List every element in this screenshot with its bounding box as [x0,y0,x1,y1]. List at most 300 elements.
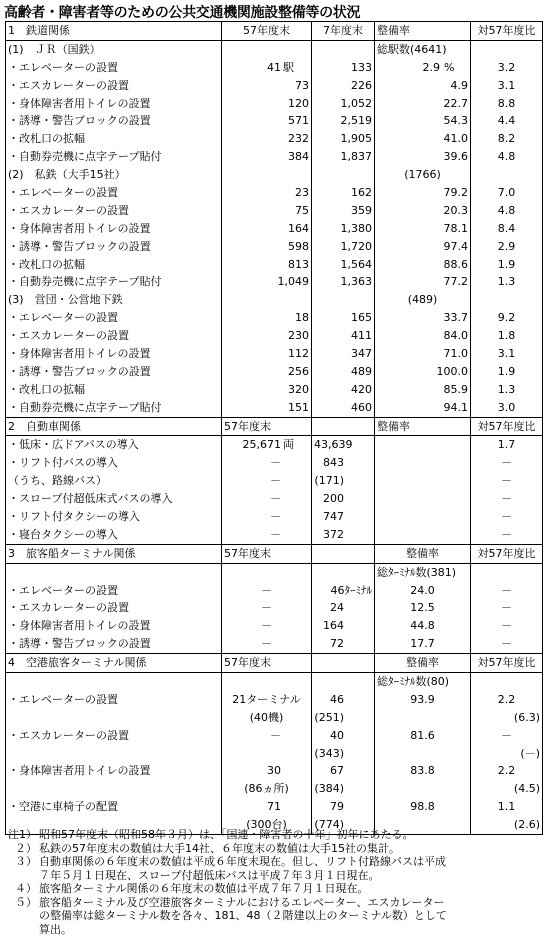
cell-text: 整備率 [406,656,439,670]
rate-cell [375,727,471,745]
cell-text: ・リフト付バスの導入 [8,456,118,470]
rate-cell [375,309,471,327]
table-row [6,635,543,653]
cell-text: ・エスカレーターの設置 [8,601,129,615]
rate-cell [375,780,471,798]
fy7-cell [312,526,375,544]
notes-section [7,828,447,936]
fy57-cell [222,454,312,472]
item-cell [6,635,222,653]
rate-cell [375,691,471,709]
cell-text: 1 鉄道関係 [8,23,70,37]
cell-text: － [270,728,281,742]
cell-text: － [501,509,512,523]
item-cell [6,166,222,184]
cell-text: ・リフト付タクシーの導入 [8,509,140,523]
cell-text: 8.4 [497,221,516,235]
cell-text: 81.6 [410,728,435,742]
cell-text: 57年度末 [224,419,271,433]
ratio-cell [471,816,543,834]
fy7-cell [312,582,375,600]
cell-text: ・改札口の拡幅 [8,132,85,146]
cell-text: 対57年度比 [477,23,536,37]
ratio-cell [471,436,543,454]
cell-text: 43,639 [314,438,353,452]
page-title: 高齢者・障害者等のための公共交通機関施設整備等の状況 [4,5,361,21]
table-row [6,436,543,454]
fy57-cell [222,798,312,816]
cell-text: 1.9 [497,257,516,271]
cell-text: 57年度末 [224,546,271,560]
cell-text: 8.8 [497,96,516,110]
cell-text: （うち、路線バス） [8,474,107,488]
cell-text: － [501,456,512,470]
cell-text: 総ﾀｰﾐﾅﾙ数(381) [377,565,457,579]
fy57-cell [222,563,312,581]
cell-text: (3) 営団・公営地下鉄 [8,293,123,307]
cell-text: ・空港に車椅子の配置 [8,800,118,814]
cell-text: 2,519 [340,114,372,128]
ratio-cell [471,490,543,508]
fy57-cell [222,130,312,148]
fy7-cell [312,202,375,220]
table-row [6,617,543,635]
note-text: 昭和57年度末（昭和58年３月）は、「国連・障害者の十年」初年にあたる。 [39,828,414,841]
note-text: 旅客船ターミナル及び空港旅客ターミナルにおけるエレベーター、エスカレーター [39,895,445,909]
ratio-cell [471,291,543,309]
fy7-cell [312,691,375,709]
cell-text: 1.7 [497,438,516,452]
cell-text: 1.1 [497,800,516,814]
cell-text: － [501,619,512,633]
cell-text: 57年度末 [224,656,271,670]
fy57-cell [222,691,312,709]
cell-text: 83.8 [410,764,435,778]
ratio-cell [471,166,543,184]
ratio-cell [471,399,543,417]
cell-text: 23 [295,185,309,199]
cell-text: ・自動券売機に点字テープ貼付 [8,150,162,164]
cell-text: 75 [295,203,309,217]
fy57-cell [222,490,312,508]
cell-text: － [261,637,272,651]
fy57-cell [222,508,312,526]
cell-text: 22.7 [443,96,468,110]
fy7-cell [312,780,375,798]
rate-cell [375,544,471,563]
rate-cell [375,291,471,309]
cell-text: 3.2 [497,60,516,74]
cell-text: 489 [351,364,372,378]
ratio-cell [471,59,543,77]
cell-text: 151 [288,400,309,414]
fy7-cell [312,490,375,508]
note-line [7,855,447,869]
note-label: ３） [15,855,37,868]
table-row [6,166,543,184]
cell-text: ・エレベーターの設置 [8,692,118,706]
cell-text: ・エレベーターの設置 [8,311,118,325]
cell-text: 40 [330,728,344,742]
cell-text: 24 [330,601,344,615]
unit-label: 両 [283,438,294,452]
cell-text: 20.3 [443,203,468,217]
fy7-cell [312,291,375,309]
cell-text: 3.0 [497,400,516,414]
fy7-cell [312,454,375,472]
cell-text: (40機) [249,710,284,724]
cell-text: ・改札口の拡幅 [8,382,85,396]
cell-text: 79 [330,800,344,814]
cell-text: (489) [407,293,438,307]
note-line [7,909,447,923]
fy7-cell [312,256,375,274]
cell-text: 18 [295,311,309,325]
table-row [6,472,543,490]
cell-text: ・誘導・警告ブロックの設置 [8,239,151,253]
cell-text: － [501,728,512,742]
ratio-cell [471,763,543,781]
cell-text: 25,671 [242,438,281,452]
cell-text: 112 [288,346,309,360]
item-cell [6,709,222,727]
fy7-cell [312,417,375,436]
cell-text: 3 旅客船ターミナル関係 [8,546,136,560]
fy7-cell [312,130,375,148]
note-label: ５） [15,895,37,909]
ratio-cell [471,544,543,563]
cell-text: 2 自動車関係 [8,419,81,433]
fy57-cell [222,238,312,256]
cell-text: 9.2 [497,311,516,325]
item-cell [6,780,222,798]
item-cell [6,454,222,472]
table-row [6,345,543,363]
rate-cell [375,345,471,363]
cell-text: 100.0 [436,364,468,378]
table-row [6,77,543,95]
rate-cell [375,563,471,581]
cell-text: 21ターミナル [232,692,301,706]
fy7-cell [312,22,375,41]
cell-text: (251) [314,710,344,724]
cell-text: 2.9 [422,60,440,74]
cell-text: 1.3 [497,275,516,289]
item-cell [6,291,222,309]
cell-text: 226 [351,78,372,92]
ratio-cell [471,454,543,472]
cell-text: 57年度末 [243,23,290,37]
note-text: の整備率は総ターミナル数を各々、181、48（２階建以上のターミナル数）として [39,909,447,922]
cell-text: 対57年度比 [477,546,536,560]
item-cell [6,184,222,202]
table-row [6,508,543,526]
fy7-cell [312,184,375,202]
cell-text: 232 [288,132,309,146]
ratio-cell [471,472,543,490]
ratio-cell [471,238,543,256]
cell-text: 67 [330,764,344,778]
fy7-cell [312,148,375,166]
cell-text: 54.3 [443,114,468,128]
rate-cell [375,617,471,635]
table-row [6,417,543,436]
item-cell [6,673,222,691]
cell-text: ・エレベーターの設置 [8,60,118,74]
cell-text: (1766) [404,168,441,182]
item-cell [6,600,222,618]
cell-text: 4.8 [497,203,516,217]
ratio-cell [471,273,543,291]
table-row [6,238,543,256]
fy7-cell [312,600,375,618]
ratio-cell [471,148,543,166]
cell-text: 8.2 [497,132,516,146]
cell-text: ・エレベーターの設置 [8,185,118,199]
rate-cell [375,798,471,816]
item-cell [6,148,222,166]
ratio-cell [471,345,543,363]
note-text: 私鉄の57年度末の数値は大手14社、６年度末の数値は大手15社の集計。 [39,841,400,855]
fy57-cell [222,745,312,763]
fy57-cell [222,327,312,345]
fy7-cell [312,673,375,691]
cell-text: ・誘導・警告ブロックの設置 [8,637,151,651]
fy7-cell [312,763,375,781]
fy57-cell [222,635,312,653]
fy57-cell [222,544,312,563]
table-row [6,148,543,166]
fy57-cell [222,381,312,399]
rate-cell [375,472,471,490]
fy57-cell [222,345,312,363]
cell-text: 598 [288,239,309,253]
unit-label: 駅 [283,60,294,74]
item-cell [6,381,222,399]
cell-text: 97.4 [443,239,468,253]
fy57-cell [222,184,312,202]
cell-text: 12.5 [410,601,435,615]
fy7-cell [312,399,375,417]
fy7-cell [312,745,375,763]
cell-text: － [270,474,281,488]
cell-text: (2.6) [513,818,540,832]
fy57-cell [222,673,312,691]
fy7-cell [312,709,375,727]
facility-table [5,21,543,835]
item-cell [6,399,222,417]
cell-text: ・自動券売機に点字テープ貼付 [8,275,162,289]
cell-text: 164 [288,221,309,235]
cell-text: 33.7 [443,311,468,325]
fy57-cell [222,472,312,490]
fy7-cell [312,309,375,327]
cell-text: 85.9 [443,382,468,396]
cell-text: 420 [351,382,372,396]
cell-text: 1,049 [277,275,309,289]
table-row [6,691,543,709]
fy7-cell [312,327,375,345]
table-row [6,763,543,781]
fy57-cell [222,436,312,454]
cell-text: 384 [288,150,309,164]
fy57-cell [222,727,312,745]
cell-text: ・改札口の拡幅 [8,257,85,271]
table-row [6,363,543,381]
fy57-cell [222,600,312,618]
ratio-cell [471,256,543,274]
fy7-cell [312,238,375,256]
fy57-cell [222,40,312,58]
item-cell [6,798,222,816]
note-text: 算出。 [39,922,72,936]
cell-text: 164 [323,619,344,633]
table-row [6,673,543,691]
rate-cell [375,673,471,691]
rate-cell [375,600,471,618]
note-line [7,842,447,856]
item-cell [6,745,222,763]
cell-text: ・身体障害者用トイレの設置 [8,619,151,633]
item-cell [6,59,222,77]
cell-text: 843 [323,456,344,470]
fy57-cell [222,417,312,436]
fy7-cell [312,635,375,653]
item-cell [6,327,222,345]
cell-text: 46ﾀｰﾐﾅﾙ [330,583,372,597]
ratio-cell [471,709,543,727]
table-row [6,745,543,763]
cell-text: － [501,601,512,615]
cell-text: 1,564 [340,257,372,271]
cell-text: (774) [314,818,344,832]
ratio-cell [471,617,543,635]
note-line [7,923,447,937]
cell-text: 整備率 [377,23,410,37]
rate-cell [375,417,471,436]
rate-cell [375,148,471,166]
note-line [7,882,447,896]
cell-text: ・スロープ付超低床式バスの導入 [8,492,173,506]
fy57-cell [222,763,312,781]
cell-text: 2.2 [497,692,516,706]
cell-text: 359 [351,203,372,217]
table-row [6,381,543,399]
cell-text: 総駅数(4641) [377,42,447,56]
item-cell [6,238,222,256]
cell-text: 1.3 [497,382,516,396]
cell-text: ・低床・広ドアバスの導入 [8,438,139,452]
item-cell [6,417,222,436]
cell-text: 165 [351,311,372,325]
rate-cell [375,454,471,472]
fy7-cell [312,77,375,95]
cell-text: 3.1 [497,346,516,360]
cell-text: 133 [351,60,372,74]
fy7-cell [312,273,375,291]
cell-text: 372 [323,527,344,541]
fy57-cell [222,399,312,417]
item-cell [6,727,222,745]
cell-text: (86ヵ所) [244,782,289,796]
cell-text: 411 [351,329,372,343]
cell-text: 93.9 [410,692,435,706]
cell-text: 1,052 [340,96,372,110]
cell-text: ・身体障害者用トイレの設置 [8,221,151,235]
fy57-cell [222,526,312,544]
cell-text: 4 空港旅客ターミナル関係 [8,656,147,670]
cell-text: 320 [288,382,309,396]
cell-text: 整備率 [406,546,439,560]
rate-cell [375,220,471,238]
cell-text: 2.9 [497,239,516,253]
ratio-cell [471,563,543,581]
ratio-cell [471,327,543,345]
fy57-cell [222,709,312,727]
item-cell [6,617,222,635]
rate-cell [375,582,471,600]
item-cell [6,472,222,490]
cell-text: ・身体障害者用トイレの設置 [8,346,151,360]
rate-cell [375,22,471,41]
rate-cell [375,59,471,77]
table-row [6,40,543,58]
cell-text: ・エスカレーターの設置 [8,203,129,217]
cell-text: 71 [267,800,281,814]
fy7-cell [312,544,375,563]
cell-text: 120 [288,96,309,110]
cell-text: 1,363 [340,275,372,289]
rate-cell [375,745,471,763]
cell-text: 230 [288,329,309,343]
cell-text: 対57年度比 [477,419,536,433]
cell-text: 71.0 [443,346,468,360]
cell-text: 4.8 [497,150,516,164]
fy7-cell [312,798,375,816]
item-cell [6,202,222,220]
cell-text: ・誘導・警告ブロックの設置 [8,114,151,128]
cell-text: (－) [520,746,540,760]
cell-text: 1,380 [340,221,372,235]
cell-text: 7年度末 [323,23,363,37]
cell-text: (384) [314,782,344,796]
ratio-cell [471,727,543,745]
ratio-cell [471,635,543,653]
ratio-cell [471,363,543,381]
note-label: ２） [15,841,37,855]
fy57-cell [222,363,312,381]
item-cell [6,436,222,454]
cell-text: (1) ＪＲ（国鉄） [8,42,101,56]
cell-text: 1.8 [497,329,516,343]
ratio-cell [471,309,543,327]
fy7-cell [312,40,375,58]
rate-cell [375,654,471,673]
rate-cell [375,436,471,454]
cell-text: 98.8 [410,800,435,814]
item-cell [6,582,222,600]
cell-text: 4.9 [450,78,468,92]
fy57-cell [222,309,312,327]
rate-cell [375,238,471,256]
cell-text: 77.2 [443,275,468,289]
fy7-cell [312,617,375,635]
cell-text: － [270,509,281,523]
cell-text: － [270,492,281,506]
cell-text: 460 [351,400,372,414]
table-row [6,490,543,508]
item-cell [6,95,222,113]
